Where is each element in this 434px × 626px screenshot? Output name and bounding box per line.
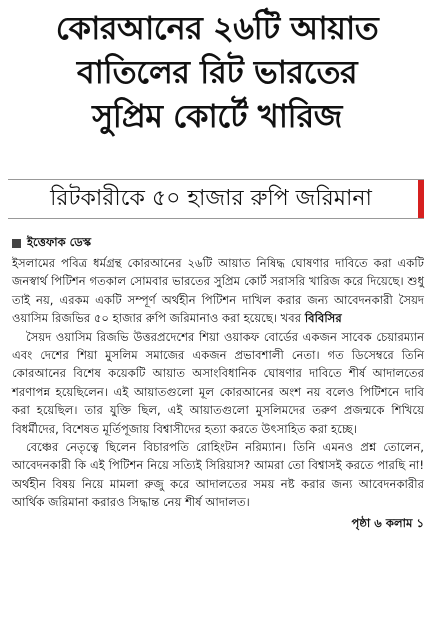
headline-line-1: কোরআনের ২৬টি আয়াত xyxy=(55,9,379,47)
subheadline-bar xyxy=(8,179,424,219)
paragraph-3: বেঞ্চের নেতৃত্বে ছিলেন বিচারপতি রোহিংটন নরিম্যান। তিনি এমনও প্রশ্ন তোলেন, আবেদনকারী কি এই পিটিশন নিয়ে সত্যিই সিরিয়াস? আমরা তো বিশ্বাসই করতে পারছি না! অর্থহীন বিষয় নিয়ে মামলা রুজু করে আদালতের সময় নষ্ট করার জন্য আবেদনকারীর আর্থিক জরিমানা করারও সিদ্ধান্ত নেয় শীর্ষ আদালত। xyxy=(12,440,424,510)
paragraph-1 xyxy=(12,254,424,328)
byline xyxy=(12,234,91,253)
news-source: বিবিসির xyxy=(304,311,342,326)
byline-text: ইত্তেফাক ডেস্ক xyxy=(27,235,92,249)
headline-line-2: বাতিলের রিট ভারতের xyxy=(76,53,358,91)
article-body xyxy=(12,254,424,532)
square-bullet-icon xyxy=(12,239,21,248)
headline-line-3: সুপ্রিম কোর্টে খারিজ xyxy=(92,97,342,135)
paragraph-1-text: ইসলামের পবিত্র ধর্মগ্রন্থ কোরআনের ২৬টি আয়াত নিষিদ্ধ ঘোষণার দাবিতে করা একটি জনস্বার্থ পিটিশন গতকাল সোমবার ভারতের সুপ্রিম কোর্ট সরাসরি খারিজ করে দিয়েছে। শুধু তাই নয়, এরকম একটি সম্পূর্ণ অর্থহীন পিটিশন দাখিল করার জন্য আবেদনকারী সৈয়দ ওয়াসিম রিজভির ৫০ হাজার রুপি জরিমানাও করা হয়েছে। খবর xyxy=(12,256,424,326)
subheadline: রিটকারীকে ৫০ হাজার রুপি জরিমানা xyxy=(50,186,372,211)
headline xyxy=(12,6,422,138)
accent-stripe xyxy=(418,180,424,218)
continuation-note: পৃষ্ঠা ৬ কলাম ১ xyxy=(351,515,424,530)
paragraph-2: সৈয়দ ওয়াসিম রিজভি উত্তরপ্রদেশের শিয়া ওয়াকফ বোর্ডের একজন সাবেক চেয়ারম্যান এবং দেশের শিয়া মুসলিম সমাজের একজন প্রভাবশালী নেতা। গত ডিসেম্বরে তিনি কোরআনের বিশেষ কয়েকটি আয়াত অসাংবিধানিক ঘোষণার দাবিতে শীর্ষ আদালতের শরণাপন্ন হয়েছিলেন। এই আয়াতগুলো মূল কোরআনের অংশ নয় বলেও পিটিশনে দাবি করা হয়েছিল। তার যুক্তি ছিল, এই আয়াতগুলো মুসলিমদের তরুণ প্রজন্মকে শিখিয়ে বিধর্মীদের, বিশেষত মূর্তিপূজায় বিশ্বাসীদের হত্যা করতে উৎসাহিত করা হচ্ছে। xyxy=(12,329,424,436)
